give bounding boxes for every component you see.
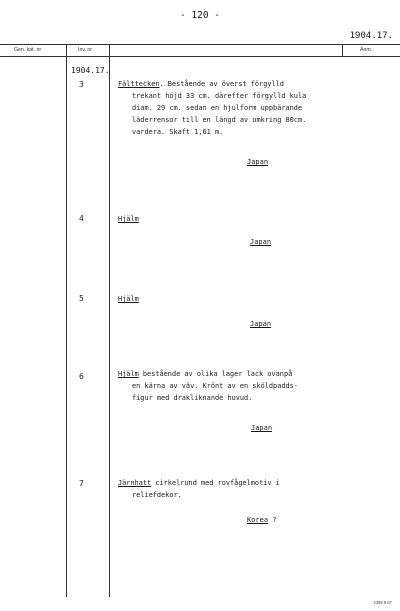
entry-text-line: diam. 29 cm. sedan en hjulform uppbärande	[132, 104, 303, 112]
header-year: 1904.17.	[349, 31, 393, 41]
entry-text: bestående av olika lager lack ovanpå	[138, 370, 293, 378]
entry-number: 3	[79, 80, 84, 89]
entry-number: 4	[79, 214, 84, 223]
page-number: - 120 -	[179, 10, 221, 21]
entry-number: 7	[79, 479, 84, 488]
entry-title: Hjälm	[118, 215, 139, 223]
column-header-anm: Anm.	[360, 47, 373, 53]
entry-text-line: reliefdekor.	[132, 491, 182, 499]
entry-text-line: vardera. Skaft 1,61 m.	[132, 128, 224, 136]
entry-description	[118, 369, 292, 380]
entry-origin-suffix: ?	[268, 516, 277, 524]
entry-origin-wrap	[247, 516, 277, 524]
entry-title: Hjälm	[118, 370, 139, 378]
column-header-inv: Inv. nr	[78, 47, 93, 53]
entry-origin: Korea	[247, 516, 269, 524]
entry-title: Hjälm	[118, 295, 139, 303]
entry-text-line: läderrensor till en längd av omkring 80cm.	[132, 116, 307, 124]
column-divider-desc-anm	[342, 44, 343, 56]
header-top-rule	[0, 44, 400, 45]
column-divider-gen-inv	[66, 44, 67, 597]
column-header-gen-kat: Gen. kat. nr	[14, 47, 42, 53]
entry-origin: Japan	[250, 238, 272, 246]
footer-print-code: 2399 9 67	[373, 600, 392, 605]
column-divider-inv-desc	[109, 44, 110, 597]
entry-text: cirkelrund med rovfågelmotiv i	[151, 479, 280, 487]
entry-description	[118, 478, 280, 489]
entry-title: Fälttecken	[118, 80, 160, 88]
inv-year: 1904.17.	[71, 66, 110, 75]
entry-description	[118, 79, 284, 90]
entry-title: Järnhatt	[118, 479, 152, 487]
entry-text: . Bestående av överst förgylld	[159, 80, 284, 88]
entry-origin: Japan	[251, 424, 273, 432]
entry-text-line: figur med drakliknande huvud.	[132, 394, 253, 402]
entry-origin: Japan	[247, 158, 269, 166]
entry-number: 6	[79, 372, 84, 381]
entry-origin: Japan	[250, 320, 272, 328]
entry-text-line: trekant höjd 33 cm. därefter förgylld kula	[132, 92, 307, 100]
entry-text-line: en kärna av väv. Krönt av en sköldpadds-	[132, 382, 298, 390]
entry-number: 5	[79, 294, 84, 303]
header-bottom-rule	[0, 56, 400, 57]
